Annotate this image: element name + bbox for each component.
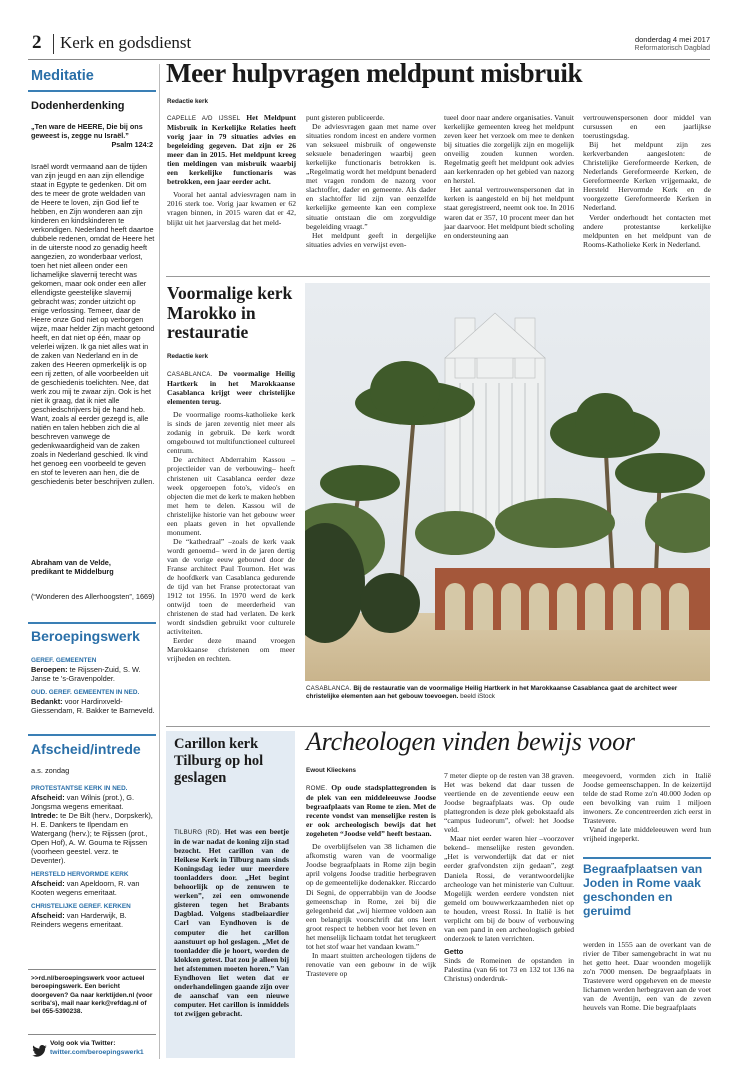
misbruik-lead: Het Meldpunt Misbruik in Kerkelijke Relaties heeft vorig jaar in 79 situaties advies en begeleiding gegeven. Dat zijn er 26 meer dan in 2015. Het meldpunt kreeg tien meldingen van misbruik waarbij een kerkelijke functionaris was betrokken, een jaar eerder acht. [167, 113, 296, 187]
section-title: Kerk en godsdienst [60, 33, 192, 52]
meditatie-title: Dodenherdenking [31, 100, 125, 112]
marokko-paragraph: De voormalige rooms-katholieke kerk is sinds de jaren zeventig niet meer als zodanig in gebruik. De kerk wordt omgebouwd tot multifunctioneel cultureel centrum. [167, 410, 296, 456]
archeologen-col-1 [306, 783, 436, 978]
misbruik-paragraph: De adviesvragen gaan met name over situaties rondom incest en andere vormen van seksueel misbruik of ongewenste seksuele benaderingen waarbij geen kerkelijke functionaris betrokken is. „Regelmatig wordt het meldpunt benaderd met vragen rondom de nazorg voor slachtoffer, dader en gemeente. Als dader en slachtoffer lid zijn van eenzelfde kerkelijke gemeente kan een complexe situatie ontstaan die om zorgvuldige begeleiding vraagt.” [306, 122, 436, 231]
marokko-body [167, 369, 295, 664]
meditatie-quote: „Ten ware de HEERE, Die bij ons geweest is, zegge nu Israël.” [31, 122, 143, 140]
church-name: HERSTELD HERVORMDE KERK [31, 871, 129, 878]
entry-text: voor Hardinxveld-Giessendam, R. Bakker te Barneveld. [31, 697, 155, 715]
archeologen-col-2 [444, 771, 574, 983]
author-name: Abraham van de Velde, [31, 558, 111, 567]
misbruik-byline: Redactie kerk [167, 98, 208, 105]
pullquote-rule [583, 857, 711, 859]
photo-caption [306, 685, 710, 702]
meditatie-section-title: Meditatie [31, 68, 94, 84]
page-date: donderdag 4 mei 2017 [634, 35, 710, 44]
misbruik-col-1 [167, 113, 296, 227]
beroepingswerk-top-rule [28, 622, 156, 624]
archeologen-paragraph: 7 meter diepte op de resten van 38 graven. Het was bekend dat daar tussen de veertiende en de zeventiende eeuw een Joodse begraafplaats was. Op oude plattegronden is deze plek gebokstaafd als “campus Iudeorum”, ofwel: het Joodse veld. [444, 771, 574, 835]
misbruik-paragraph: Vooral het aantal adviesvragen nam in 2016 sterk toe. Vorig jaar kwamen er 62 vragen binnen, in 2015 waren dat er 42, blijkt uit het jaarverslag dat het meld- [167, 190, 296, 227]
entry-label: Afscheid: [31, 911, 65, 920]
entry-text: van Apeldoorn, R. van Kooten wegens emeritaat. [31, 879, 140, 897]
misbruik-dateline: CAPELLE A/D IJSSEL [167, 115, 241, 122]
header-divider [53, 34, 54, 54]
marokko-byline: Redactie kerk [167, 353, 208, 360]
paper-name: Reformatorisch Dagblad [634, 45, 710, 52]
meditatie-body: Israël wordt vermaand aan de tijden van zijn jeugd en aan zijn ellendige staat in Egypte te gedenken. Dit om des te meer de grote weldaden van de Heere te loven, zijn God lief te hebben, en Zijn wonderen aan zijn kinderen en kindskinderen te verkondigen. Nederland heeft daartoe dubbele redenen, omdat de Heere het in de uiterste nood zo genadig heeft aangezien, zo wonderbaar verlost, toen het niet alleen onder een lichamelijke slavernij terecht was gekomen, maar ook onder een aller ellendigste geestelijke slavernij gebracht was; zonder uitzicht op enige verlossing. Temeer, daar de Heere onze God niet op verborgen wijze, maar helder Zijn macht getoond heeft, en dat niet op één, maar op velerlei wijzen. Ik ga niet alles wat in de zaken van Nederland en in de zaken des Heeren opmerkelijk is op een rij zetten, of alle voorbeelden uit de geschiedenis toelichten. Nee, dat werk zou mij te zwaar zijn. Ook is het niet ik graag, dat ik niet alle geschiedschrijvers bij de hand heb. Want, zoals al eerder gezegd is, alle natiën en talen hebben zich die al beschreven vanwege de gedenkwaardigheid van de zaken zoals in Nederland geschied. Ik vind het genoeg een voorbeeld te geven en stof te leveren aan hen, die de geschiedenis beter beschrijven zullen. [31, 162, 155, 486]
misbruik-col-2 [306, 113, 436, 249]
entry-label: Afscheid: [31, 793, 65, 802]
misbruik-paragraph: vertrouwenspersonen door middel van cursussen en een jaarlijkse toerustingsdag. [583, 113, 711, 141]
carillon-headline: Carillon kerk Tilburg op hol geslagen [174, 736, 264, 786]
page-header [28, 30, 710, 58]
caption-credit: beeld iStock [460, 693, 495, 701]
meditatie-rule [28, 90, 156, 92]
marokko-paragraph: Eerder deze maand vroegen Marokkaanse christenen om meer vrijheden en rechten. [167, 636, 295, 664]
twitter-link[interactable]: twitter.com/beroepingswerk1 [50, 1049, 144, 1056]
entry-text: te De Bilt (herv., Dorpskerk), H. E. Dankers te Ilpendam en Watergang (herv.); te Rijssen (prot., Open Hof), A. W. Gouma te Rijssen (voorheen geestel. verz. te Deventer). [31, 811, 153, 865]
casablanca-photo [305, 283, 710, 681]
afscheid-top-rule [28, 734, 156, 736]
church-name: OUD. GEREF. GEMEENTEN IN NED. [31, 689, 140, 696]
afscheid-entry [31, 811, 155, 865]
marokko-headline: Voormalige kerk Marokko in restauratie [167, 283, 293, 342]
misbruik-paragraph: Verder onderhoudt het contacten met andere protestantse kerkelijke meldpunten en het meldpunt van de Rooms-Katholieke Kerk in Nederland. [583, 212, 711, 249]
meditatie-source: (“Wonderen des Allerhoogsten”, 1669) [31, 592, 155, 601]
archeologen-paragraph: Maar niet eerder waren hier –voorzover bekend– menselijke resten gevonden. „Het is verwonderlijk dat dat er niet eerder grafvondsten zijn gedaan”, zegt Daniela Rossi, de verantwoordelijke archeologe van het ministerie van Cultuur. Mogelijk werden eerdere vondsten niet gemeld om bouwwerkzaamheden niet op te houden, vreest Rossi. In Italië is het verplicht om bij de bouw of verbouwing van een pand in een archeologisch gebied onderzoek te laten verrichten. [444, 834, 574, 943]
archeologen-byline: Ewout Klieckens [306, 767, 357, 774]
afscheid-entry [31, 911, 155, 929]
archeologen-pullquote: Begraafplaatsen van Joden in Rome vaak geschonden en geruimd [583, 862, 703, 918]
entry-text: te Rijssen-Zuid, S. W. Janse te 's-Gravenpolder. [31, 665, 141, 683]
marokko-dateline: CASABLANCA. [167, 371, 213, 378]
marokko-paragraph: De architect Abderrahim Kassou –projectleider van de verbouwing– heeft christenen uit Casablanca eerder deze week opgeroepen foto's, video's en objecten die met de kerk te maken hebben met hem te delen. Kassou wil de christelijke historie van het gebouw weer een plaats geven in het opvallende monument. [167, 455, 295, 537]
twitter-rule [28, 1034, 156, 1035]
archeologen-col-3 [583, 771, 711, 843]
archeologen-paragraph: werden in 1555 aan de overkant van de rivier de Tiber samengebracht in wat nu het getto heet. Daar woonden mogelijk zo'n 7000 mensen. De begraafplaats in Trastevere werd opgeheven en de meeste lichamen werden herbegraven aan de voet van de Aventijn, een van de zeven heuvels van Rome. Die begraafplaats [583, 940, 711, 1013]
misbruik-bottom-rule [166, 276, 710, 277]
meditatie-quote-ref: Psalm 124:2 [111, 140, 153, 149]
afscheid-sub: a.s. zondag [31, 766, 70, 775]
archeologen-col-3-after [583, 940, 711, 1012]
misbruik-paragraph: punt gisteren publiceerde. [306, 113, 385, 122]
misbruik-paragraph: Het meldpunt geeft in dergelijke situaties advies en verwijst even- [306, 230, 436, 249]
misbruik-headline: Meer hulpvragen meldpunt misbruik [166, 58, 583, 88]
page-number: 2 [32, 32, 42, 53]
entry-label: Beroepen: [31, 665, 68, 674]
caption-text: Bij de restauratie van de voormalige Heilig Hartkerk in het Marokkaanse Casablanca gaat de architect weer christelijke elementen aan het gebouw toevoegen. [306, 685, 678, 701]
archeologen-dateline: ROME. [306, 785, 328, 792]
afscheid-info-rule [28, 969, 156, 970]
archeologen-paragraph: Sinds de Romeinen de opstanden in Palestina (van 66 tot 73 en 132 tot 136 na Christus) onderdruk- [444, 955, 574, 984]
twitter-label: Volg ook via Twitter: [50, 1040, 116, 1047]
carillon-body [174, 827, 289, 1018]
church-name: CHRISTELIJKE GEREF. KERKEN [31, 903, 131, 910]
misbruik-paragraph: Het aantal vertrouwenspersonen dat in kerken is aangesteld en bij het meldpunt staat geregistreerd, neemt ook toe. In 2016 waren dat er 357, 10 procent meer dan het jaar daarvoor. Het meldpunt biedt scholing en ondersteuning aan [444, 185, 574, 240]
beroepingswerk-title: Beroepingswerk [31, 628, 140, 644]
marokko-paragraph: De “kathedraal” –zoals de kerk vaak wordt genoemd– werd in de jaren dertig van de vorige eeuw gebouwd door de Franse architect Paul Tournon. Het was de hoofdkerk van Casablanca gedurende de tijd van het Franse protectoraat van 1912 tot 1956. In 1970 werd de kerk ontwijd toen de meerderheid van christenen de stad had verlaten. De kerk wordt sindsdien gebruikt voor culturele activiteiten. [167, 536, 295, 637]
misbruik-col-4 [583, 113, 711, 249]
carillon-dateline: TILBURG (RD). [174, 829, 222, 836]
caption-place: CASABLANCA. [306, 685, 352, 692]
column-separator [159, 64, 160, 1059]
beroep-entry [31, 697, 155, 715]
misbruik-paragraph: Bij het meldpunt zijn zes kerkverbanden aangesloten: de Christelijke Gereformeerde Kerken, de Nederlands Gereformeerde Kerken, de Gereformeerde Kerken vrijgemaakt, de Hersteld Hervormde Kerk en de voorgezette Gereformeerde Kerken in Nederland. [583, 140, 711, 213]
carillon-text: Het was een beetje in de war nadat de koning zijn stad bezocht. Het carillon van de Heikese Kerk in Tilburg nam sinds Koningsdag ieder uur meerdere toonladders door. „Het begint behoorlijk op de zenuwen te werken”, zei een omwonende gisteren tegen het Brabants Dagblad. Volgens stadbeiaardier Carl van Eyndhoven is de computer die het carillon aanstuurt op hol geslagen. „Met de toonladder die je hoort, worden de klokken getest. Dat zou je alleen bij het afstemmen moeten horen.” Van Eyndhoven liet weten dat er onderhandelingen gaande zijn over de aanschaf van een nieuwe computer. Het carillon is inmiddels tot zwijgen gebracht. [174, 827, 289, 1018]
archeologen-paragraph: Vanaf de late middeleeuwen werd hun vrijheid ingeperkt. [583, 825, 711, 844]
archeologen-lead: Op oude stadsplattegronden is de plek van een middeleeuwse Joodse begraafplaats van Rome te zien. Met de recente vondst van menselijke resten is er ook archeologisch bewijs dat het zogeheten “Joodse veld” heeft bestaan. [306, 783, 436, 839]
twitter-icon [32, 1042, 47, 1054]
afscheid-info: >>rd.nl/beroepingswerk voor actueel beroepingswerk. Een bericht doorgeven? Ga naar kerktijden.nl (voor scriba's), mail naar kerk@refdag.nl of bel 055-5390238. [31, 975, 153, 1016]
afscheid-entry [31, 879, 155, 897]
marokko-lead: De voormalige Heilig Hartkerk in het Marokkaanse Casablanca krijgt weer christelijke elementen terug. [167, 369, 295, 407]
archeologen-paragraph: In maart stuitten archeologen tijdens de renovatie van een gebouw in de wijk Trastevere op [306, 950, 436, 978]
afscheid-list [31, 784, 155, 929]
archeologen-paragraph: De overblijfselen van 38 lichamen die afkomstig waren van de voormalige Joodse begraafplaats in Rome zijn begin april volgens Joodse traditie herbegraven op de gemeentelijke dodenakker. Riccardo Di Segni, de opperrabbijn van de Joodse gemeenschap in Rome, zei bij die gelegenheid dat „wij hiermee voldoen aan een belangrijk voorschrift dat ons leert groot respect te hebben voor het leven en het menselijk lichaam totdat het terugkeert tot het stof waar het vandaan kwam.” [306, 842, 436, 951]
getto-subhead: Getto [444, 946, 464, 956]
entry-label: Afscheid: [31, 879, 65, 888]
afscheid-entry [31, 793, 155, 811]
entry-label: Bedankt: [31, 697, 63, 706]
author-role: predikant te Middelburg [31, 567, 114, 576]
misbruik-paragraph: tueel door naar andere organisaties. Vanuit kerkelijke gemeenten kreeg het meldpunt zeven keer het verzoek om mee te denken bij situaties die zorgelijk zijn en mogelijk onveilig zouden kunnen worden. Regelmatig geeft het meldpunt ook advies aan kerkenraden op het gebied van nazorg en herstel. [444, 113, 574, 186]
church-name: PROTESTANTSE KERK IN NED. [31, 785, 128, 792]
church-name: GEREF. GEMEENTEN [31, 657, 97, 664]
afscheid-title: Afscheid/intrede [31, 741, 141, 757]
entry-text: van Harderwijk, B. Reinders wegens emeritaat. [31, 911, 127, 929]
carillon-box [166, 731, 295, 1058]
beroepingswerk-list [31, 656, 155, 715]
entry-text: van Wilnis (prot.), G. Jongsma wegens emeritaat. [31, 793, 135, 811]
misbruik-col-3 [444, 113, 574, 240]
archeologen-paragraph: meegevoerd, vormden zich in Italië Joodse gemeenschappen. In de keizertijd telde de stad Rome zo'n 40.000 Joden op een bevolking van ruim 1 miljoen inwoners. Ze concentreerden zich eerst in Trastevere. [583, 771, 711, 826]
beroep-entry [31, 665, 155, 683]
meditatie-author [31, 558, 155, 576]
archeologen-headline: Archeologen vinden bewijs voor [306, 727, 635, 756]
entry-label: Intrede: [31, 811, 59, 820]
